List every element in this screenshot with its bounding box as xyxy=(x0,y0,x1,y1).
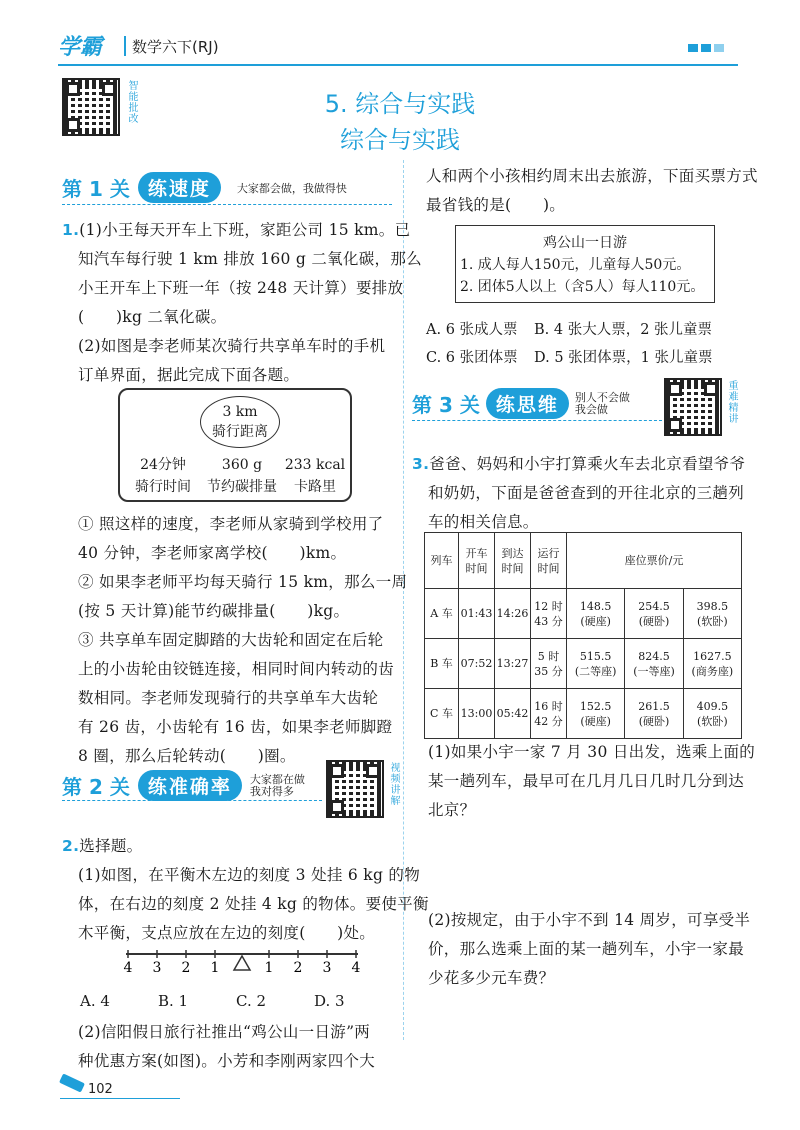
cell-price-2 xyxy=(625,589,683,639)
text-line: 数相同。李老师发现骑行的共享单车大齿轮 xyxy=(78,689,379,707)
cell-dur: 12 时 43 分 xyxy=(531,589,567,639)
text-line: 上的小齿轮由铰链连接，相同时间内转动的齿 xyxy=(78,660,395,678)
text-line: 人和两个小孩相约周末出去旅游，下面买票方式 xyxy=(426,167,758,185)
footer-rule xyxy=(60,1098,180,1099)
header-rule xyxy=(58,64,738,66)
text-line: (2)按规定，由于小宇不到 14 周岁，可享受半 xyxy=(428,911,751,929)
cell-price-1 xyxy=(567,639,625,689)
option-c[interactable]: C. 6 张团体票 xyxy=(426,350,518,366)
level1-rule xyxy=(62,204,392,205)
option-b[interactable]: B. 4 张大人票，2 张儿童票 xyxy=(534,322,713,338)
header-separator xyxy=(124,36,126,56)
text-line: (1)如果小宇一家 7 月 30 日出发，选乘上面的 xyxy=(428,743,756,761)
text-line: 木平衡，支点应放在左边的刻度( )处。 xyxy=(78,924,376,942)
q2-part2 xyxy=(78,1018,375,1076)
table-header-row xyxy=(425,533,742,589)
tour-title: 鸡公山一日游 xyxy=(543,235,627,251)
price-value: 261.5 xyxy=(638,699,670,713)
text-line: 40 分钟，李老师家离学校( )km。 xyxy=(78,544,347,562)
text-line: 小王开车上下班一年（按 248 天计算）要排放 xyxy=(78,279,404,297)
cell-arr: 13:27 xyxy=(495,639,531,689)
section-subtitle: 综合与实践 xyxy=(340,126,460,154)
q1-part1 xyxy=(62,216,422,390)
cell-dur: 16 时 42 分 xyxy=(531,689,567,739)
header-dots xyxy=(688,44,724,52)
seat-type: (硬座) xyxy=(580,714,611,728)
col-train: 列车 xyxy=(425,533,459,589)
carbon-value: 360 g xyxy=(221,457,263,473)
level1-name: 练速度 xyxy=(138,172,221,203)
option-d[interactable]: D. 5 张团体票，1 张儿童票 xyxy=(534,350,713,366)
cell-price-1 xyxy=(567,689,625,739)
q3-number: 3. xyxy=(412,455,430,473)
text-line: 价，那么选乘上面的某一趟列车，小宇一家最 xyxy=(428,940,745,958)
col-depart: 开车 时间 xyxy=(459,533,495,589)
cell-price-3 xyxy=(683,639,741,689)
text-line: 订单界面，据此完成下面各题。 xyxy=(78,366,300,384)
level2-number: 第 2 关 xyxy=(62,775,130,799)
book-title: 数学六下(RJ) xyxy=(132,38,219,56)
beam-tick-label: 1 xyxy=(210,960,220,976)
q3-part1 xyxy=(428,738,755,825)
cell-arr: 05:42 xyxy=(495,689,531,739)
seat-type: (软卧) xyxy=(697,714,728,728)
text-line: ( )kg 二氧化碳。 xyxy=(78,308,227,326)
q2-part2-cont xyxy=(426,162,758,220)
cell-train: C 车 xyxy=(425,689,459,739)
col-price: 座位票价/元 xyxy=(567,533,742,589)
qr-label-top: 智能批改 xyxy=(126,80,137,124)
level2-note xyxy=(250,774,305,798)
tour-offer-box xyxy=(455,225,715,303)
beam-tick-label: 3 xyxy=(322,960,332,976)
cell-price-2 xyxy=(625,639,683,689)
time-cell xyxy=(128,454,198,498)
text-line: ③ 共享单车固定脚踏的大齿轮和固定在后轮 xyxy=(78,631,384,649)
beam-tick-label: 4 xyxy=(123,960,133,976)
text-line: ① 照这样的速度，李老师从家骑到学校用了 xyxy=(78,515,384,533)
q2-options1 xyxy=(80,992,392,1010)
calorie-label: 卡路里 xyxy=(294,479,336,495)
option-a[interactable]: A. 6 张成人票 xyxy=(426,322,518,338)
price-value: 515.5 xyxy=(579,649,612,663)
pencil-icon xyxy=(59,1073,85,1092)
time-label: 骑行时间 xyxy=(135,479,191,495)
level2-rule xyxy=(62,800,322,801)
time-value: 24分钟 xyxy=(140,457,186,473)
level3-number: 第 3 关 xyxy=(412,393,480,417)
seat-type: (软卧) xyxy=(697,614,728,628)
tour-plan-1: 1. 成人每人150元，儿童每人50元。 xyxy=(460,257,691,273)
tour-plan-2: 2. 团体5人以上（含5人）每人110元。 xyxy=(460,279,705,295)
option-d[interactable]: D. 3 xyxy=(314,992,345,1010)
section-title: 5. 综合与实践 xyxy=(324,90,476,118)
price-value: 1627.5 xyxy=(693,649,732,663)
q3-intro xyxy=(412,450,745,537)
text-line: 最省钱的是( )。 xyxy=(426,196,566,214)
calorie-cell xyxy=(282,454,348,498)
distance-ellipse xyxy=(200,396,280,448)
text-line: (1)如图，在平衡木左边的刻度 3 处挂 6 kg 的物 xyxy=(78,866,421,884)
level3-rule xyxy=(412,420,662,421)
col-duration: 运行 时间 xyxy=(531,533,567,589)
seat-type: (二等座) xyxy=(574,664,617,678)
distance-label: 骑行距离 xyxy=(212,424,268,440)
text-line: 爸爸、妈妈和小宇打算乘火车去北京看望爷爷 xyxy=(429,455,746,473)
level3-name: 练思维 xyxy=(486,388,569,419)
seat-type: (一等座) xyxy=(633,664,675,678)
carbon-cell xyxy=(202,454,282,498)
table-row xyxy=(425,639,742,689)
text-line: (2)如图是李老师某次骑行共享单车时的手机 xyxy=(78,337,386,355)
level2-note-line2: 我对得多 xyxy=(249,784,294,798)
text-line: 车的相关信息。 xyxy=(428,513,539,531)
qr-label-level3: 重难精讲 xyxy=(726,380,737,424)
qr-code-level3[interactable] xyxy=(664,378,722,436)
seat-type: (商务座) xyxy=(691,664,734,678)
text-line: 某一趟列车，最早可在几月几日几时几分到达 xyxy=(428,772,745,790)
text-line: 知汽车每行驶 1 km 排放 160 g 二氧化碳，那么 xyxy=(78,250,422,268)
q3-part2 xyxy=(428,906,750,993)
option-a[interactable]: A. 4 xyxy=(80,992,110,1010)
cell-price-3 xyxy=(683,689,741,739)
cell-arr: 14:26 xyxy=(495,589,531,639)
level2-note-line1: 大家都在做 xyxy=(249,772,305,786)
distance-value: 3 km xyxy=(222,404,258,420)
cell-dur: 5 时 35 分 xyxy=(531,639,567,689)
q1-number: 1. xyxy=(62,221,80,239)
level1-number: 第 1 关 xyxy=(62,177,130,201)
cell-train: B 车 xyxy=(425,639,459,689)
level1-note: 大家都会做，我做得快 xyxy=(236,181,347,195)
text-line: 和奶奶，下面是爸爸查到的开往北京的三趟列 xyxy=(428,484,745,502)
seat-type: (硬卧) xyxy=(638,714,670,728)
price-value: 398.5 xyxy=(696,599,729,613)
beam-tick-label: 3 xyxy=(152,960,162,976)
level3-note xyxy=(575,392,630,416)
cell-dep: 13:00 xyxy=(459,689,495,739)
table-row xyxy=(425,689,742,739)
col-arrive: 到达 时间 xyxy=(495,533,531,589)
q1-subquestions xyxy=(78,510,407,771)
balance-beam-diagram xyxy=(122,948,362,982)
beam-tick-label: 1 xyxy=(264,960,274,976)
option-b[interactable]: B. 1 xyxy=(158,992,189,1010)
bike-order-box xyxy=(118,388,352,502)
q2-number: 2. xyxy=(62,837,80,855)
text-line: 少花多少元车费？ xyxy=(428,969,555,987)
level2-banner xyxy=(62,770,305,801)
level3-note-line2: 我会做 xyxy=(574,402,608,416)
fulcrum-triangle xyxy=(234,956,250,970)
cell-price-3 xyxy=(683,589,741,639)
text-line: (按 5 天计算)能节约碳排量( )kg。 xyxy=(78,602,350,620)
price-value: 152.5 xyxy=(579,699,612,713)
cell-dep: 01:43 xyxy=(459,589,495,639)
price-value: 409.5 xyxy=(696,699,729,713)
qr-label-level2: 视频讲解 xyxy=(388,762,399,806)
option-c[interactable]: C. 2 xyxy=(236,992,267,1010)
level1-banner xyxy=(62,172,347,203)
beam-tick-label: 4 xyxy=(351,960,361,976)
cell-train: A 车 xyxy=(425,589,459,639)
beam-tick-label: 2 xyxy=(293,960,303,976)
text-line: 北京？ xyxy=(428,801,476,819)
seat-type: (硬卧) xyxy=(638,614,670,628)
qr-code-level2[interactable] xyxy=(326,760,384,818)
text-line: 体，在右边的刻度 2 处挂 4 kg 的物体。要使平衡 xyxy=(78,895,429,913)
seat-type: (硬座) xyxy=(580,614,611,628)
cell-price-1 xyxy=(567,589,625,639)
text-line: 8 圈，那么后轮转动( )圈。 xyxy=(78,747,296,765)
text-line: (2)信阳假日旅行社推出“鸡公山一日游”两 xyxy=(78,1023,371,1041)
price-value: 254.5 xyxy=(638,599,670,613)
train-table xyxy=(424,532,742,739)
price-value: 148.5 xyxy=(579,599,612,613)
q2-part1 xyxy=(62,832,429,948)
table-row xyxy=(425,589,742,639)
text-line: ② 如果李老师平均每天骑行 15 km，那么一周 xyxy=(78,573,408,591)
page-number: 102 xyxy=(88,1082,113,1097)
level2-name: 练准确率 xyxy=(138,770,242,801)
q2-options2 xyxy=(426,316,746,372)
cell-dep: 07:52 xyxy=(459,639,495,689)
brand-logo: 学霸 xyxy=(58,35,103,60)
level3-banner xyxy=(412,388,630,419)
beam-tick-label: 2 xyxy=(181,960,191,976)
price-value: 824.5 xyxy=(638,649,670,663)
text-line: (1)小王每天开车上下班，家距公司 15 km。已 xyxy=(79,221,411,239)
q2-heading: 选择题。 xyxy=(79,837,143,855)
text-line: 种优惠方案(如图)。小芳和李刚两家四个大 xyxy=(78,1052,376,1070)
calorie-value: 233 kcal xyxy=(284,457,346,473)
text-line: 有 26 齿，小齿轮有 16 齿，如果李老师脚蹬 xyxy=(78,718,393,736)
carbon-label: 节约碳排量 xyxy=(207,479,277,495)
cell-price-2 xyxy=(625,689,683,739)
level3-note-line1: 别人不会做 xyxy=(574,390,630,404)
